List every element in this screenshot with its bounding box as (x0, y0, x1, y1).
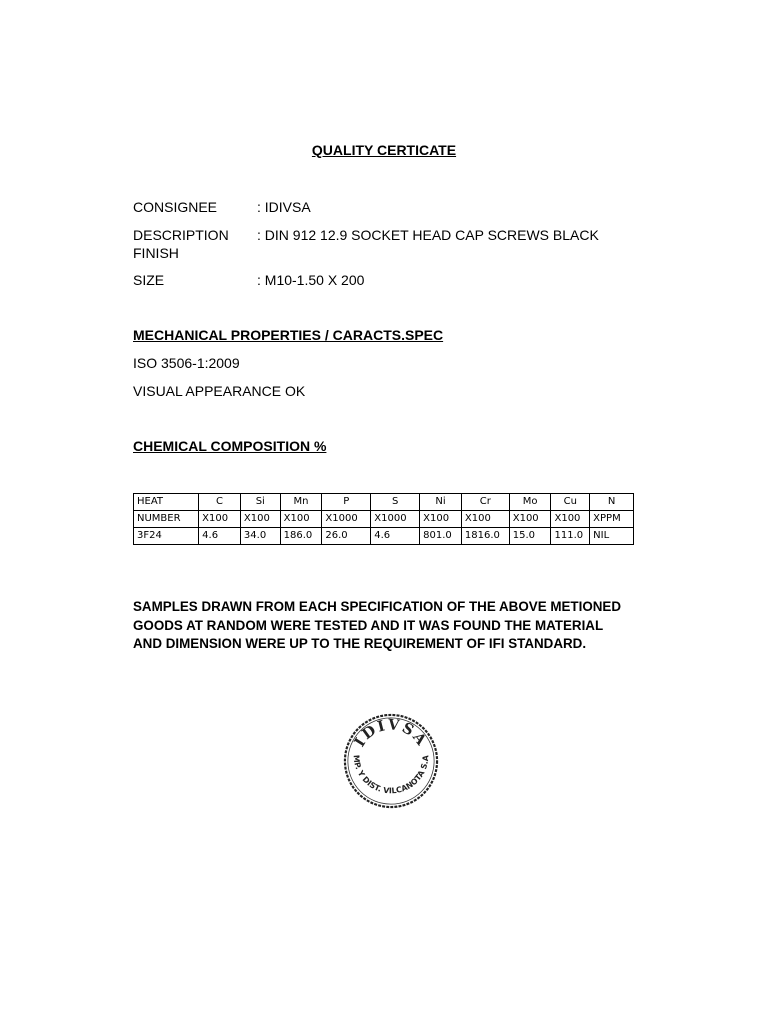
table-cell: 801.0 (420, 528, 462, 545)
stamp-subtitle: MP. Y DIST. VILCANOTA S.A (351, 754, 431, 796)
table-cell: 34.0 (240, 528, 280, 545)
table-units-row (134, 511, 634, 528)
description-continuation: FINISH (133, 245, 179, 261)
table-cell: X100 (461, 511, 509, 528)
table-cell: X1000 (371, 511, 420, 528)
size-value: : M10-1.50 X 200 (257, 272, 365, 288)
table-cell: NUMBER (134, 511, 199, 528)
table-cell: XPPM (590, 511, 634, 528)
table-cell: X1000 (322, 511, 371, 528)
table-cell: HEAT (134, 494, 199, 511)
table-cell: 186.0 (280, 528, 322, 545)
table-cell: X100 (420, 511, 462, 528)
description-value: : DIN 912 12.9 SOCKET HEAD CAP SCREWS BLACK (257, 227, 599, 243)
mechanical-heading: MECHANICAL PROPERTIES / CARACTS.SPEC (133, 327, 444, 343)
chemical-heading: CHEMICAL COMPOSITION % (133, 438, 327, 454)
visual-appearance: VISUAL APPEARANCE OK (133, 383, 306, 399)
table-cell: N (590, 494, 634, 511)
table-cell: NIL (590, 528, 634, 545)
table-cell: Mn (280, 494, 322, 511)
table-cell: 3F24 (134, 528, 199, 545)
table-cell: 4.6 (199, 528, 241, 545)
company-stamp (342, 712, 440, 810)
table-cell: X100 (509, 511, 551, 528)
description-label: DESCRIPTION (133, 227, 229, 243)
table-cell: Si (240, 494, 280, 511)
table-cell: X100 (280, 511, 322, 528)
table-header-row (134, 494, 634, 511)
table-cell: 15.0 (509, 528, 551, 545)
consignee-label: CONSIGNEE (133, 199, 218, 215)
samples-statement: SAMPLES DRAWN FROM EACH SPECIFICATION OF THE ABOVE METIONED GOODS AT RANDOM WERE TESTED AND IT WAS FOUND THE MATERIAL AND DIMENSION WERE UP TO THE REQUIREMENT OF IFI STANDARD. (133, 599, 622, 651)
table-cell: 26.0 (322, 528, 371, 545)
table-cell: C (199, 494, 241, 511)
table-cell: X100 (199, 511, 241, 528)
table-cell: Cu (551, 494, 590, 511)
chemical-composition-table (133, 493, 634, 545)
table-values-row (134, 528, 634, 545)
table-cell: X100 (551, 511, 590, 528)
table-cell: P (322, 494, 371, 511)
table-cell: Ni (420, 494, 462, 511)
table-cell: Mo (509, 494, 551, 511)
consignee-value: : IDIVSA (257, 199, 311, 215)
table-cell: 111.0 (551, 528, 590, 545)
mechanical-standard: ISO 3506-1:2009 (133, 355, 240, 371)
document-title: QUALITY CERTICATE (311, 142, 457, 158)
table-cell: S (371, 494, 420, 511)
stamp-name: IDIVSA (351, 716, 431, 751)
table-cell: X100 (240, 511, 280, 528)
table-cell: 1816.0 (461, 528, 509, 545)
size-label: SIZE (133, 272, 165, 288)
table-cell: 4.6 (371, 528, 420, 545)
table-cell: Cr (461, 494, 509, 511)
